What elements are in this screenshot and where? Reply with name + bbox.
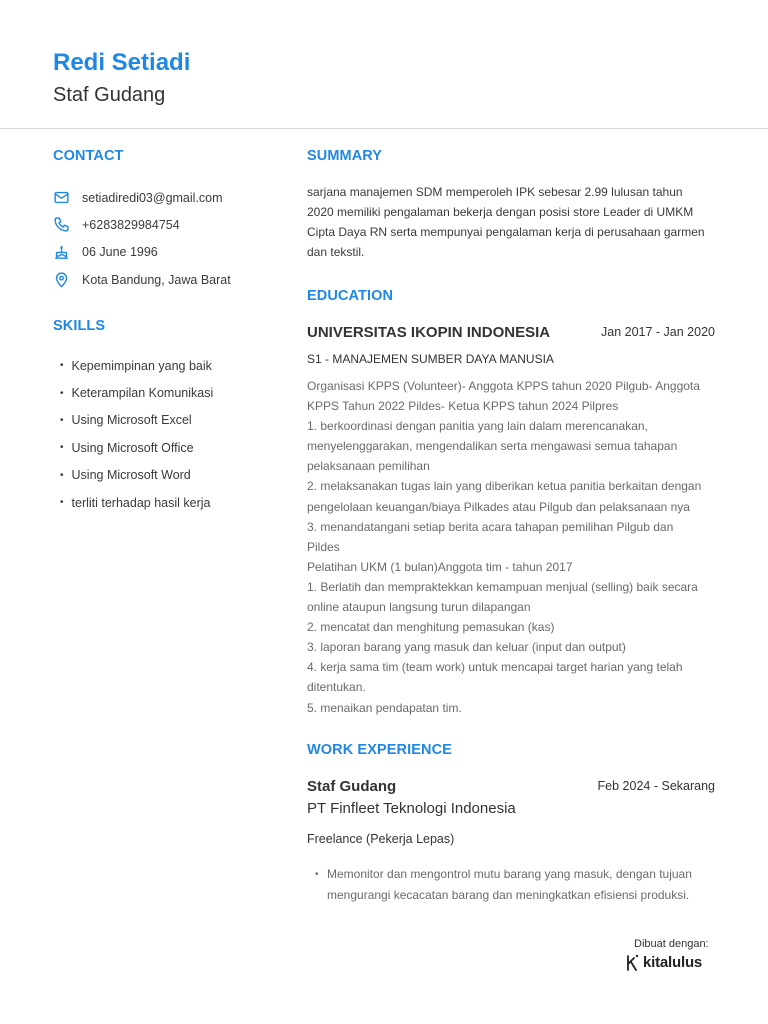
contact-birthdate-text: 06 June 1996: [82, 245, 158, 260]
job-bullets: [315, 864, 715, 906]
brand-name: kitalulus: [643, 953, 703, 971]
education-detail-line: menyelenggarakan, mengendalikan serta mengawasi semua tahapan: [307, 439, 678, 454]
contact-list: [53, 184, 231, 293]
contact-birthdate: [53, 239, 231, 266]
education-detail-line: ditentukan.: [307, 680, 366, 695]
education-degree: S1 - MANAJEMEN SUMBER DAYA MANUSIA: [307, 352, 554, 366]
bullet: •: [60, 387, 64, 399]
education-dates: Jan 2017 - Jan 2020: [601, 325, 715, 339]
summary-line: 2020 memiliki pengalaman bekerja dengan posisi store Leader di UMKM: [307, 205, 694, 219]
candidate-name: Redi Setiadi: [53, 49, 191, 76]
bullet: •: [60, 360, 64, 372]
work-title: WORK EXPERIENCE: [307, 742, 452, 758]
summary-text: [307, 182, 717, 262]
job-bullet-text: [327, 864, 692, 906]
contact-location-text: Kota Bandung, Jawa Barat: [82, 272, 231, 287]
education-detail-line: pengelolaan keuangan/biaya Pilkades atau Pilgub dan pelaksanaan nya: [307, 499, 690, 514]
education-title: EDUCATION: [307, 288, 394, 304]
contact-phone[interactable]: [53, 211, 231, 238]
education-detail-line: 3. menandatangani setiap berita acara tahapan pemilihan Pilgub dan: [307, 519, 674, 534]
summary-line: Cipta Daya RN serta mempunyai pengalaman kerja di perusahaan garmen: [307, 225, 705, 239]
map-pin-icon: [53, 271, 70, 288]
resume-header: [53, 48, 190, 111]
bullet: •: [315, 869, 319, 880]
job-bullet-line: Memonitor dan mengontrol mutu barang yang masuk, dengan tujuan: [327, 867, 692, 881]
job-dates: Feb 2024 - Sekarang: [597, 779, 715, 793]
education-detail-line: 1. Berlatih dan mempraktekkan kemampuan menjual (selling) baik secara: [307, 579, 698, 594]
job-bullet-item: [315, 864, 715, 906]
education-detail-line: 2. melaksanakan tugas lain yang diberikan ketua panitia berkaitan dengan: [307, 479, 702, 494]
education-detail-line: 2. mencatat dan menghitung pemasukan (kas): [307, 620, 555, 635]
education-detail-line: 3. laporan barang yang masuk dan keluar (input dan output): [307, 640, 626, 655]
contact-title: CONTACT: [53, 148, 124, 164]
education-details: [307, 376, 722, 718]
summary-title: SUMMARY: [307, 148, 383, 164]
kitalulus-logo-icon: [624, 952, 641, 972]
bullet: •: [60, 414, 64, 426]
education-detail-line: Pildes: [307, 539, 340, 554]
cake-icon: [53, 244, 70, 261]
skill-label: Kepemimpinan yang baik: [71, 358, 212, 373]
contact-email-text: setiadiredi03@gmail.com: [82, 190, 223, 205]
header-divider: [0, 128, 768, 129]
contact-location: [53, 266, 231, 293]
contact-email[interactable]: [53, 184, 231, 211]
skills-list: [60, 352, 213, 516]
phone-icon: [53, 216, 70, 233]
education-detail-line: KPPS Tahun 2022 Pildes- Ketua KPPS tahun 2024 Pilpres: [307, 399, 619, 414]
skills-title: SKILLS: [53, 318, 106, 334]
skill-label: Using Microsoft Office: [71, 440, 194, 455]
summary-line: sarjana manajemen SDM memperoleh IPK sebesar 2.99 lulusan tahun: [307, 185, 683, 199]
bullet: •: [60, 469, 64, 481]
education-detail-line: 1. berkoordinasi dengan panitia yang lain dalam merencanakan,: [307, 419, 648, 434]
skill-item: [60, 379, 213, 406]
education-detail-line: Organisasi KPPS (Volunteer)- Anggota KPPS tahun 2020 Pilgub- Anggota: [307, 379, 700, 393]
education-detail-line: 5. menaikan pendapatan tim.: [307, 700, 462, 715]
education-detail-line: pelaksanaan pemilihan: [307, 459, 430, 474]
skill-item: [60, 462, 213, 489]
bullet: •: [60, 442, 64, 454]
summary-line: dan tekstil.: [307, 245, 365, 259]
education-school: UNIVERSITAS IKOPIN INDONESIA: [307, 324, 551, 341]
job-company: PT Finfleet Teknologi Indonesia: [307, 800, 516, 817]
education-detail-line: 4. kerja sama tim (team work) untuk mencapai target harian yang telah: [307, 660, 683, 675]
mail-icon: [53, 189, 70, 206]
skill-item: [60, 434, 213, 461]
candidate-role: Staf Gudang: [53, 84, 166, 106]
skill-label: terliti terhadap hasil kerja: [71, 495, 211, 510]
footer-label: Dibuat dengan:: [634, 938, 709, 950]
education-detail-line: online ataupun langsung turun dilapangan: [307, 600, 531, 615]
skill-label: Using Microsoft Word: [71, 468, 191, 483]
bullet: •: [60, 497, 64, 509]
footer-branding: [624, 938, 709, 972]
job-title: Staf Gudang: [307, 778, 397, 795]
skill-label: Using Microsoft Excel: [71, 413, 192, 428]
skill-item: [60, 407, 213, 434]
job-bullet-line: mengurangi kecacatan barang dan meningkatkan efisiensi produksi.: [327, 888, 690, 902]
skill-item: [60, 489, 213, 516]
education-detail-line: Pelatihan UKM (1 bulan)Anggota tim - tahun 2017: [307, 559, 573, 574]
skill-item: [60, 352, 213, 379]
skill-label: Keterampilan Komunikasi: [71, 386, 214, 401]
contact-phone-text: +6283829984754: [82, 217, 180, 232]
brand-logo: [624, 952, 709, 972]
job-type: Freelance (Pekerja Lepas): [307, 832, 455, 846]
